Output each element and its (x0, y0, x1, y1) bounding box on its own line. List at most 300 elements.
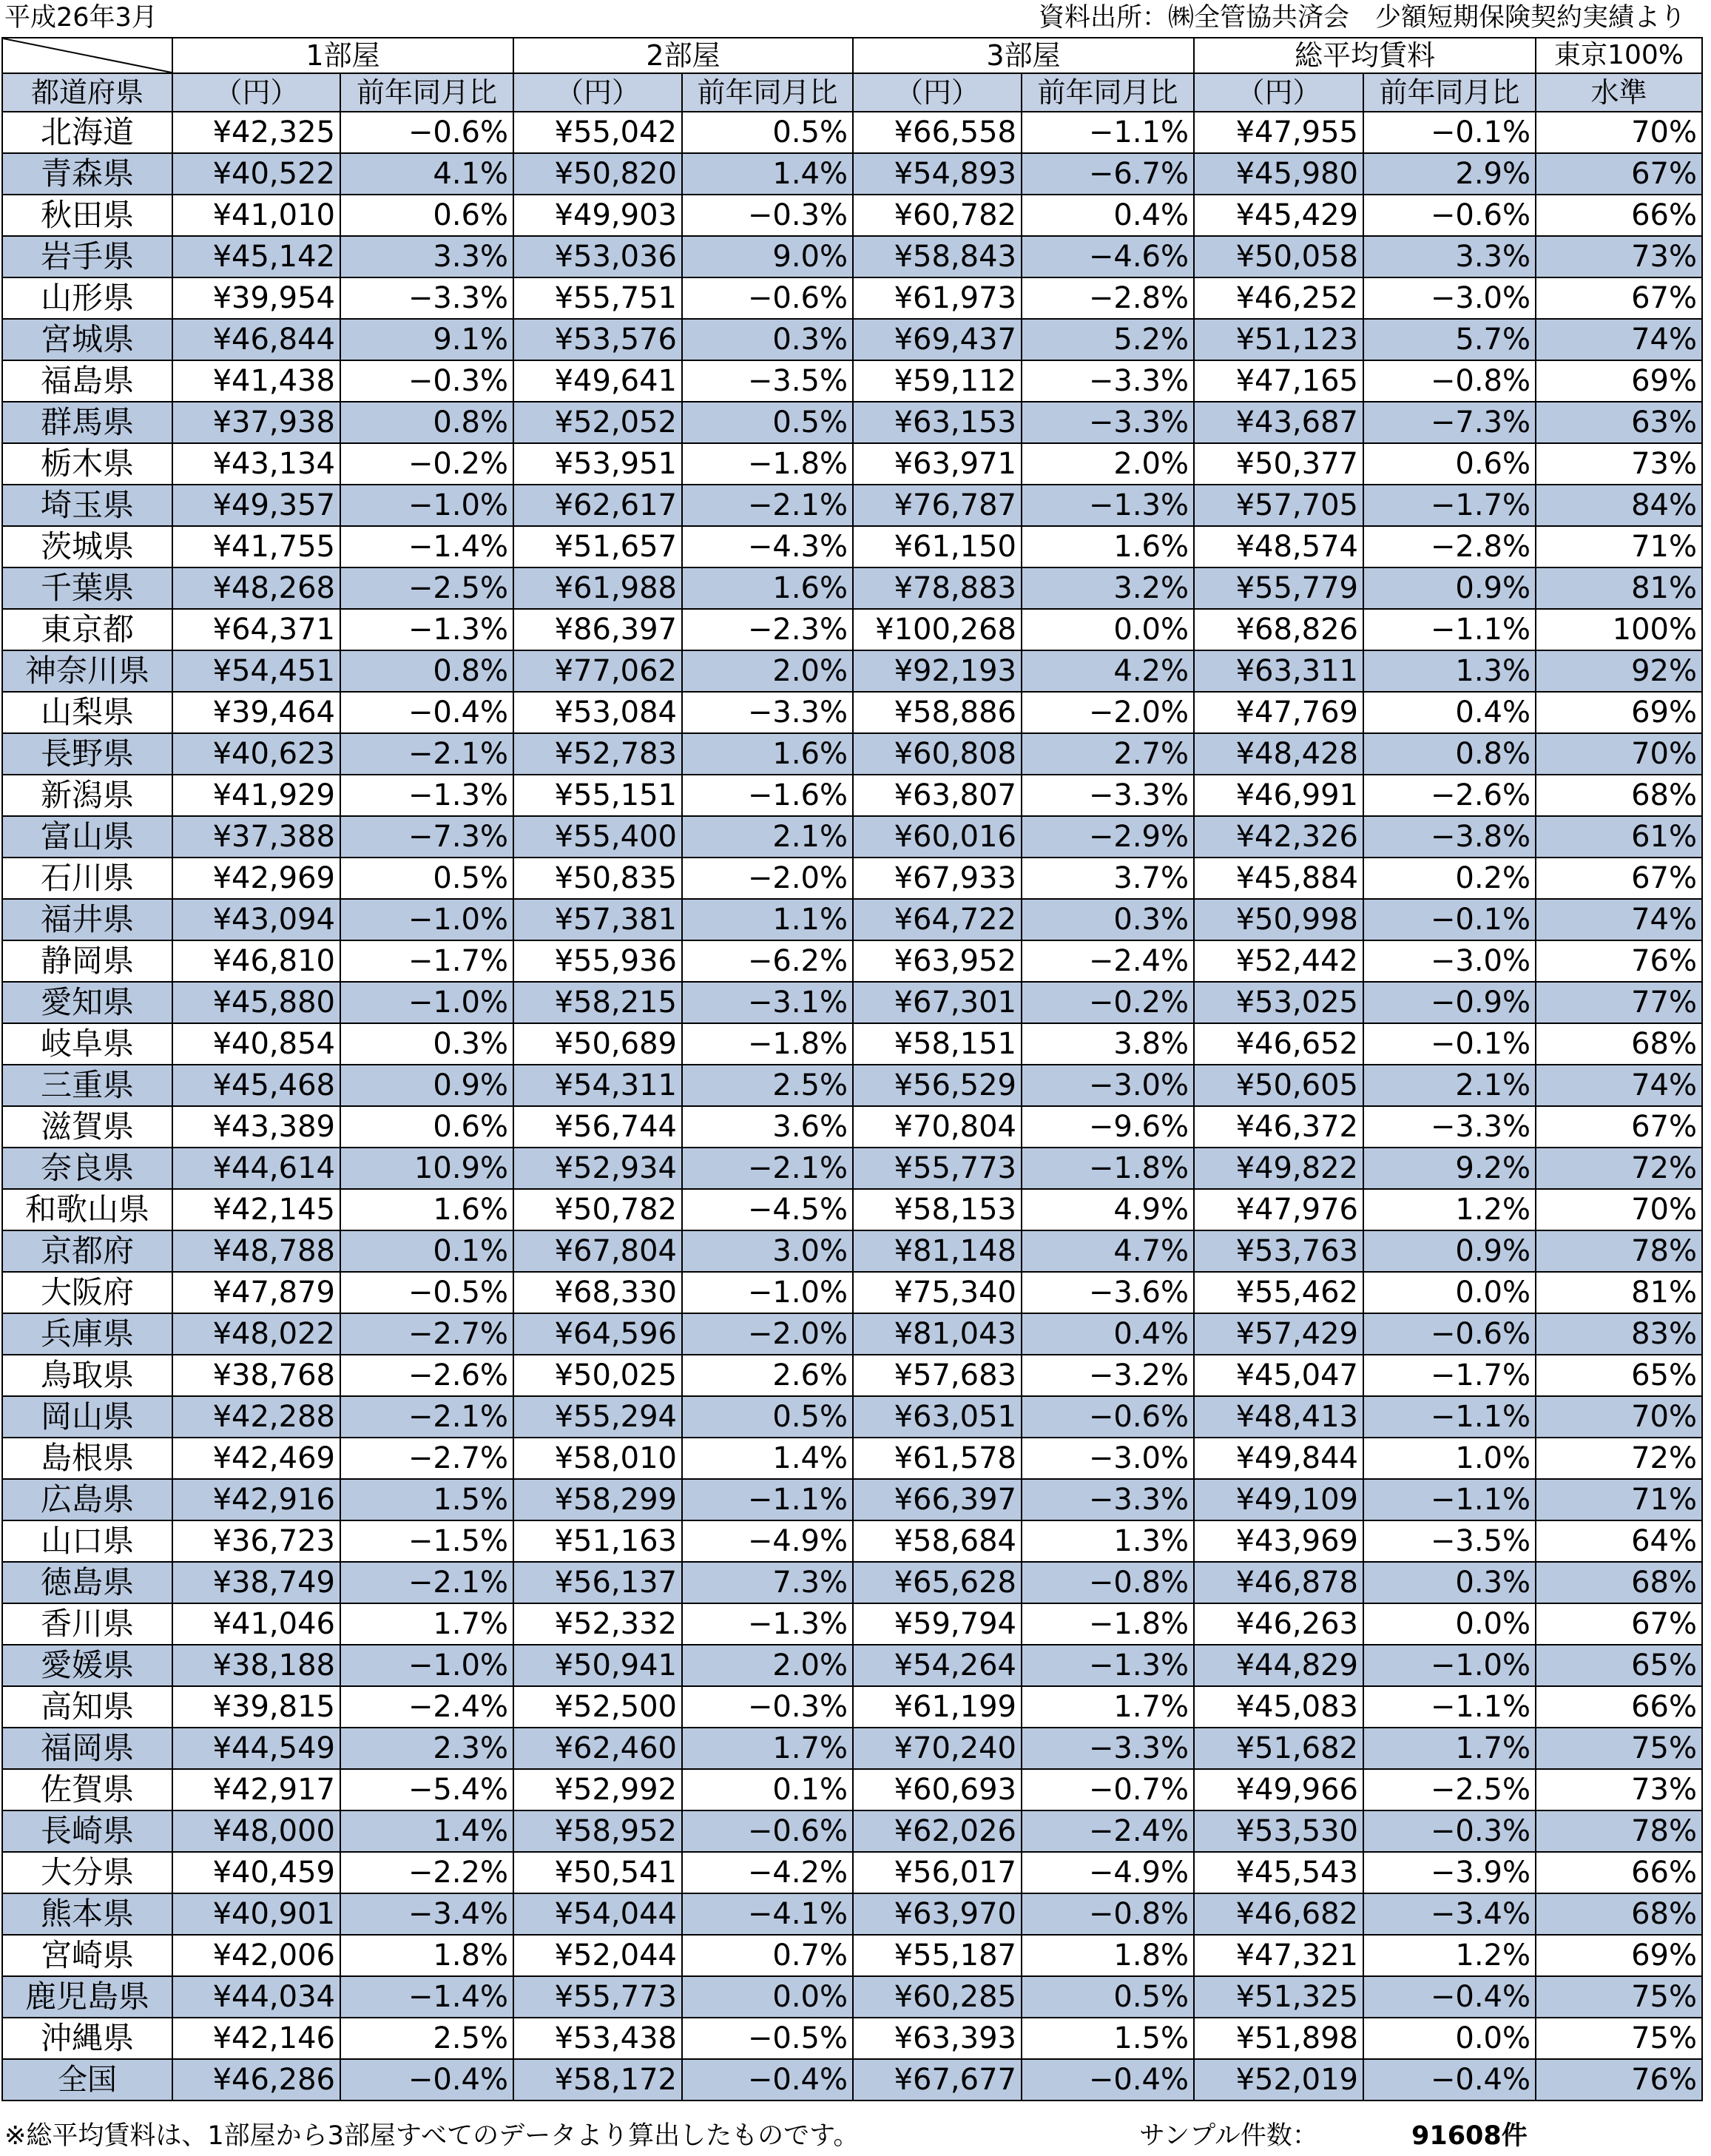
yoy-average-cell: 1.7% (1363, 1728, 1536, 1769)
prefecture-cell: 兵庫県 (2, 1313, 172, 1355)
yoy-2room-cell: −0.6% (682, 1810, 853, 1852)
rent-1room-cell: ¥42,145 (172, 1189, 340, 1230)
yoy-average-cell: 1.0% (1363, 1438, 1536, 1479)
yoy-2room-cell: −1.1% (682, 1479, 853, 1520)
yoy-3room-cell: −3.3% (1022, 775, 1194, 816)
tokyo-level-cell: 74% (1536, 899, 1702, 940)
group-header-3room: 3部屋 (853, 38, 1194, 73)
tokyo-level-cell: 63% (1536, 402, 1702, 443)
rent-3room-cell: ¥81,148 (853, 1230, 1022, 1272)
yoy-average-cell: 0.8% (1363, 733, 1536, 775)
yoy-1room-cell: −2.1% (340, 1562, 513, 1603)
rent-2room-cell: ¥52,500 (513, 1686, 682, 1728)
yoy-2room-cell: −3.1% (682, 982, 853, 1023)
yoy-average-cell: 0.9% (1363, 567, 1536, 609)
table-row (2, 1728, 1702, 1769)
rent-2room-cell: ¥54,044 (513, 1893, 682, 1935)
yoy-3room-cell: 4.9% (1022, 1189, 1194, 1230)
yoy-3room-cell: 0.4% (1022, 195, 1194, 236)
rent-2room-cell: ¥58,299 (513, 1479, 682, 1520)
tokyo-level-cell: 69% (1536, 1935, 1702, 1976)
yoy-2room-cell: −4.1% (682, 1893, 853, 1935)
tokyo-level-cell: 76% (1536, 2059, 1702, 2101)
yoy-2room-cell: −0.3% (682, 195, 853, 236)
prefecture-cell: 島根県 (2, 1438, 172, 1479)
tokyo-level-cell: 61% (1536, 816, 1702, 858)
tokyo-level-cell: 67% (1536, 277, 1702, 319)
yoy-2room-cell: 0.0% (682, 1976, 853, 2018)
yoy-average-cell: −1.1% (1363, 1686, 1536, 1728)
yoy-3room-cell: 2.0% (1022, 443, 1194, 485)
rent-2room-cell: ¥68,330 (513, 1272, 682, 1313)
yoy-2room-cell: −1.0% (682, 1272, 853, 1313)
rent-3room-cell: ¥78,883 (853, 567, 1022, 609)
tokyo-level-cell: 70% (1536, 1396, 1702, 1438)
yoy-1room-cell: 0.5% (340, 858, 513, 899)
yoy-1room-cell: 0.6% (340, 1106, 513, 1148)
tokyo-level-cell: 72% (1536, 1148, 1702, 1189)
corner-cell (2, 38, 172, 73)
rent-3room-cell: ¥63,393 (853, 2018, 1022, 2059)
tokyo-level-cell: 71% (1536, 526, 1702, 567)
prefecture-cell: 茨城県 (2, 526, 172, 567)
column-header-yoy: 前年同月比 (1022, 73, 1194, 112)
yoy-2room-cell: −2.1% (682, 485, 853, 526)
yoy-1room-cell: −1.4% (340, 526, 513, 567)
yoy-1room-cell: −0.3% (340, 360, 513, 402)
rent-1room-cell: ¥42,917 (172, 1769, 340, 1810)
data-source: 資料出所：㈱全管協共済会 少額短期保険契約実績より (1038, 3, 1686, 33)
yoy-average-cell: −0.3% (1363, 1810, 1536, 1852)
rent-2room-cell: ¥55,773 (513, 1976, 682, 2018)
tokyo-level-cell: 100% (1536, 609, 1702, 650)
prefecture-cell: 鹿児島県 (2, 1976, 172, 2018)
prefecture-cell: 山口県 (2, 1520, 172, 1562)
rent-1room-cell: ¥42,969 (172, 858, 340, 899)
yoy-1room-cell: 0.1% (340, 1230, 513, 1272)
rent-1room-cell: ¥37,938 (172, 402, 340, 443)
rent-average-cell: ¥45,884 (1194, 858, 1363, 899)
yoy-3room-cell: 0.4% (1022, 1313, 1194, 1355)
table-row (2, 1769, 1702, 1810)
yoy-1room-cell: −2.7% (340, 1313, 513, 1355)
yoy-2room-cell: 1.6% (682, 567, 853, 609)
tokyo-level-cell: 66% (1536, 195, 1702, 236)
rent-average-cell: ¥53,025 (1194, 982, 1363, 1023)
yoy-3room-cell: −0.6% (1022, 1396, 1194, 1438)
yoy-2room-cell: 0.1% (682, 1769, 853, 1810)
yoy-2room-cell: −1.8% (682, 1023, 853, 1065)
yoy-2room-cell: −0.5% (682, 2018, 853, 2059)
rent-2room-cell: ¥55,151 (513, 775, 682, 816)
rent-1room-cell: ¥41,010 (172, 195, 340, 236)
rent-average-cell: ¥46,682 (1194, 1893, 1363, 1935)
rent-3room-cell: ¥61,973 (853, 277, 1022, 319)
rent-2room-cell: ¥53,951 (513, 443, 682, 485)
rent-1room-cell: ¥44,549 (172, 1728, 340, 1769)
yoy-2room-cell: −1.3% (682, 1603, 853, 1645)
table-row (2, 940, 1702, 982)
yoy-2room-cell: 0.5% (682, 402, 853, 443)
rent-1room-cell: ¥48,268 (172, 567, 340, 609)
group-header-1room: 1部屋 (172, 38, 513, 73)
rent-3room-cell: ¥63,153 (853, 402, 1022, 443)
rent-3room-cell: ¥55,773 (853, 1148, 1022, 1189)
rent-1room-cell: ¥40,522 (172, 153, 340, 195)
yoy-2room-cell: −0.6% (682, 277, 853, 319)
rent-2room-cell: ¥52,783 (513, 733, 682, 775)
table-row (2, 692, 1702, 733)
rent-average-cell: ¥50,058 (1194, 236, 1363, 277)
yoy-1room-cell: 2.3% (340, 1728, 513, 1769)
yoy-2room-cell: −4.2% (682, 1852, 853, 1893)
footnote: ※総平均賃料は、1部屋から3部屋すべてのデータより算出したものです。 (4, 2121, 860, 2151)
rent-1room-cell: ¥36,723 (172, 1520, 340, 1562)
rent-average-cell: ¥63,311 (1194, 650, 1363, 692)
table-row (2, 1976, 1702, 2018)
yoy-1room-cell: −2.4% (340, 1686, 513, 1728)
prefecture-cell: 岐阜県 (2, 1023, 172, 1065)
rent-average-cell: ¥46,372 (1194, 1106, 1363, 1148)
rent-3room-cell: ¥59,112 (853, 360, 1022, 402)
rent-2room-cell: ¥51,163 (513, 1520, 682, 1562)
yoy-1room-cell: 4.1% (340, 153, 513, 195)
rent-2room-cell: ¥55,294 (513, 1396, 682, 1438)
yoy-2room-cell: −0.4% (682, 2059, 853, 2101)
rent-average-cell: ¥44,829 (1194, 1645, 1363, 1686)
prefecture-cell: 長野県 (2, 733, 172, 775)
prefecture-cell: 福島県 (2, 360, 172, 402)
tokyo-level-cell: 70% (1536, 733, 1702, 775)
tokyo-level-cell: 77% (1536, 982, 1702, 1023)
yoy-3room-cell: −0.2% (1022, 982, 1194, 1023)
rent-2room-cell: ¥52,934 (513, 1148, 682, 1189)
rent-1room-cell: ¥43,134 (172, 443, 340, 485)
rent-2room-cell: ¥51,657 (513, 526, 682, 567)
yoy-3room-cell: 5.2% (1022, 319, 1194, 360)
yoy-2room-cell: 1.6% (682, 733, 853, 775)
yoy-average-cell: −0.1% (1363, 899, 1536, 940)
rent-3room-cell: ¥63,807 (853, 775, 1022, 816)
rent-1room-cell: ¥48,022 (172, 1313, 340, 1355)
prefecture-cell: 三重県 (2, 1065, 172, 1106)
table-row (2, 1065, 1702, 1106)
tokyo-level-cell: 74% (1536, 1065, 1702, 1106)
yoy-1room-cell: −0.5% (340, 1272, 513, 1313)
rent-2room-cell: ¥53,036 (513, 236, 682, 277)
rent-3room-cell: ¥58,843 (853, 236, 1022, 277)
yoy-1room-cell: 3.3% (340, 236, 513, 277)
rent-3room-cell: ¥63,970 (853, 1893, 1022, 1935)
prefecture-cell: 北海道 (2, 112, 172, 153)
tokyo-level-cell: 73% (1536, 236, 1702, 277)
yoy-2room-cell: −2.0% (682, 1313, 853, 1355)
rent-2room-cell: ¥61,988 (513, 567, 682, 609)
prefecture-cell: 香川県 (2, 1603, 172, 1645)
tokyo-level-cell: 66% (1536, 1686, 1702, 1728)
table-row (2, 1645, 1702, 1686)
tokyo-level-cell: 78% (1536, 1230, 1702, 1272)
rent-average-cell: ¥55,779 (1194, 567, 1363, 609)
yoy-average-cell: 0.2% (1363, 858, 1536, 899)
rent-average-cell: ¥47,321 (1194, 1935, 1363, 1976)
prefecture-cell: 福岡県 (2, 1728, 172, 1769)
rent-2room-cell: ¥52,052 (513, 402, 682, 443)
rent-2room-cell: ¥58,215 (513, 982, 682, 1023)
prefecture-cell: 埼玉県 (2, 485, 172, 526)
rent-1room-cell: ¥44,034 (172, 1976, 340, 2018)
rent-average-cell: ¥57,705 (1194, 485, 1363, 526)
yoy-1room-cell: −5.4% (340, 1769, 513, 1810)
yoy-1room-cell: −0.4% (340, 2059, 513, 2101)
yoy-3room-cell: 1.5% (1022, 2018, 1194, 2059)
rent-average-cell: ¥50,998 (1194, 899, 1363, 940)
rent-1room-cell: ¥48,788 (172, 1230, 340, 1272)
rent-average-cell: ¥48,413 (1194, 1396, 1363, 1438)
yoy-average-cell: 1.2% (1363, 1189, 1536, 1230)
yoy-3room-cell: −2.4% (1022, 940, 1194, 982)
prefecture-cell: 群馬県 (2, 402, 172, 443)
rent-1room-cell: ¥41,438 (172, 360, 340, 402)
tokyo-level-cell: 83% (1536, 1313, 1702, 1355)
yoy-1room-cell: −7.3% (340, 816, 513, 858)
table-row (2, 1230, 1702, 1272)
tokyo-level-cell: 81% (1536, 1272, 1702, 1313)
rent-1room-cell: ¥42,916 (172, 1479, 340, 1520)
yoy-2room-cell: 0.5% (682, 1396, 853, 1438)
table-row (2, 526, 1702, 567)
rent-average-cell: ¥45,429 (1194, 195, 1363, 236)
rent-2room-cell: ¥64,596 (513, 1313, 682, 1355)
rent-1room-cell: ¥41,755 (172, 526, 340, 567)
tokyo-level-cell: 66% (1536, 1852, 1702, 1893)
yoy-average-cell: −2.8% (1363, 526, 1536, 567)
rent-1room-cell: ¥46,844 (172, 319, 340, 360)
rent-average-cell: ¥45,543 (1194, 1852, 1363, 1893)
rent-average-cell: ¥46,252 (1194, 277, 1363, 319)
yoy-average-cell: 0.0% (1363, 1272, 1536, 1313)
table-row (2, 277, 1702, 319)
yoy-average-cell: 0.6% (1363, 443, 1536, 485)
column-header-yoy: 前年同月比 (1363, 73, 1536, 112)
yoy-1room-cell: −1.0% (340, 899, 513, 940)
tokyo-level-cell: 70% (1536, 112, 1702, 153)
yoy-2room-cell: 2.1% (682, 816, 853, 858)
table-row (2, 1935, 1702, 1976)
rent-2room-cell: ¥62,617 (513, 485, 682, 526)
rent-3room-cell: ¥62,026 (853, 1810, 1022, 1852)
yoy-average-cell: 0.4% (1363, 692, 1536, 733)
prefecture-cell: 新潟県 (2, 775, 172, 816)
yoy-average-cell: −1.1% (1363, 609, 1536, 650)
table-row (2, 1023, 1702, 1065)
rent-average-cell: ¥48,574 (1194, 526, 1363, 567)
prefecture-cell: 長崎県 (2, 1810, 172, 1852)
rent-average-cell: ¥49,966 (1194, 1769, 1363, 1810)
yoy-average-cell: −3.5% (1363, 1520, 1536, 1562)
yoy-average-cell: −7.3% (1363, 402, 1536, 443)
rent-1room-cell: ¥47,879 (172, 1272, 340, 1313)
group-header-tokyo: 東京100% (1536, 38, 1702, 73)
column-header-yen: （円） (1194, 73, 1363, 112)
rent-2room-cell: ¥53,576 (513, 319, 682, 360)
prefecture-cell: 岩手県 (2, 236, 172, 277)
rent-1room-cell: ¥39,464 (172, 692, 340, 733)
yoy-3room-cell: −0.4% (1022, 2059, 1194, 2101)
rent-3room-cell: ¥58,684 (853, 1520, 1022, 1562)
rent-3room-cell: ¥100,268 (853, 609, 1022, 650)
table-row (2, 650, 1702, 692)
yoy-average-cell: −2.5% (1363, 1769, 1536, 1810)
rent-average-cell: ¥46,652 (1194, 1023, 1363, 1065)
rent-2room-cell: ¥77,062 (513, 650, 682, 692)
rent-2room-cell: ¥50,941 (513, 1645, 682, 1686)
yoy-2room-cell: 7.3% (682, 1562, 853, 1603)
rent-average-cell: ¥53,530 (1194, 1810, 1363, 1852)
yoy-3room-cell: −1.3% (1022, 485, 1194, 526)
yoy-2room-cell: −0.3% (682, 1686, 853, 1728)
table-row (2, 1603, 1702, 1645)
yoy-1room-cell: −1.7% (340, 940, 513, 982)
rent-average-cell: ¥51,325 (1194, 1976, 1363, 2018)
table-row (2, 2018, 1702, 2059)
prefecture-cell: 石川県 (2, 858, 172, 899)
table-row (2, 236, 1702, 277)
rent-1room-cell: ¥41,929 (172, 775, 340, 816)
yoy-3room-cell: 0.5% (1022, 1976, 1194, 2018)
tokyo-level-cell: 92% (1536, 650, 1702, 692)
yoy-average-cell: 9.2% (1363, 1148, 1536, 1189)
yoy-3room-cell: 3.8% (1022, 1023, 1194, 1065)
tokyo-level-cell: 70% (1536, 1189, 1702, 1230)
rent-2room-cell: ¥53,084 (513, 692, 682, 733)
yoy-3room-cell: −3.3% (1022, 1728, 1194, 1769)
yoy-average-cell: −3.3% (1363, 1106, 1536, 1148)
tokyo-level-cell: 67% (1536, 1603, 1702, 1645)
yoy-average-cell: −0.1% (1363, 112, 1536, 153)
prefecture-cell: 滋賀県 (2, 1106, 172, 1148)
prefecture-cell: 秋田県 (2, 195, 172, 236)
yoy-2room-cell: 1.4% (682, 153, 853, 195)
rent-3room-cell: ¥61,199 (853, 1686, 1022, 1728)
tokyo-level-cell: 68% (1536, 1562, 1702, 1603)
yoy-3room-cell: −1.8% (1022, 1603, 1194, 1645)
table-row (2, 1520, 1702, 1562)
yoy-2room-cell: 3.0% (682, 1230, 853, 1272)
table-row (2, 112, 1702, 153)
table-row (2, 775, 1702, 816)
rent-3room-cell: ¥69,437 (853, 319, 1022, 360)
rent-average-cell: ¥47,769 (1194, 692, 1363, 733)
yoy-average-cell: −1.1% (1363, 1396, 1536, 1438)
table-row (2, 402, 1702, 443)
yoy-3room-cell: −4.6% (1022, 236, 1194, 277)
rent-table-body (2, 112, 1702, 2101)
rent-average-cell: ¥49,822 (1194, 1148, 1363, 1189)
yoy-3room-cell: −6.7% (1022, 153, 1194, 195)
yoy-2room-cell: −6.2% (682, 940, 853, 982)
yoy-average-cell: 5.7% (1363, 319, 1536, 360)
rent-1room-cell: ¥46,286 (172, 2059, 340, 2101)
table-row (2, 1562, 1702, 1603)
yoy-2room-cell: 2.5% (682, 1065, 853, 1106)
yoy-3room-cell: 1.8% (1022, 1935, 1194, 1976)
rent-1room-cell: ¥48,000 (172, 1810, 340, 1852)
rent-3room-cell: ¥67,677 (853, 2059, 1022, 2101)
group-header-2room: 2部屋 (513, 38, 853, 73)
rent-average-cell: ¥51,123 (1194, 319, 1363, 360)
rent-average-cell: ¥49,844 (1194, 1438, 1363, 1479)
rent-average-cell: ¥42,326 (1194, 816, 1363, 858)
yoy-1room-cell: −3.4% (340, 1893, 513, 1935)
diagonal-line (3, 38, 172, 73)
table-row (2, 360, 1702, 402)
prefecture-cell: 福井県 (2, 899, 172, 940)
yoy-1room-cell: −0.2% (340, 443, 513, 485)
rent-1room-cell: ¥49,357 (172, 485, 340, 526)
rent-average-cell: ¥53,763 (1194, 1230, 1363, 1272)
rent-3room-cell: ¥63,971 (853, 443, 1022, 485)
tokyo-level-cell: 84% (1536, 485, 1702, 526)
table-row (2, 1852, 1702, 1893)
rent-1room-cell: ¥42,469 (172, 1438, 340, 1479)
yoy-3room-cell: −0.8% (1022, 1893, 1194, 1935)
yoy-average-cell: 0.0% (1363, 1603, 1536, 1645)
rent-3room-cell: ¥67,301 (853, 982, 1022, 1023)
yoy-3room-cell: 1.6% (1022, 526, 1194, 567)
rent-2room-cell: ¥55,936 (513, 940, 682, 982)
rent-average-cell: ¥50,605 (1194, 1065, 1363, 1106)
table-row (2, 443, 1702, 485)
rent-3room-cell: ¥81,043 (853, 1313, 1022, 1355)
yoy-average-cell: 3.3% (1363, 236, 1536, 277)
rent-1room-cell: ¥42,288 (172, 1396, 340, 1438)
yoy-1room-cell: −1.0% (340, 485, 513, 526)
prefecture-cell: 宮城県 (2, 319, 172, 360)
yoy-average-cell: −0.6% (1363, 1313, 1536, 1355)
rent-average-cell: ¥45,047 (1194, 1355, 1363, 1396)
yoy-average-cell: 0.3% (1363, 1562, 1536, 1603)
rent-3room-cell: ¥65,628 (853, 1562, 1022, 1603)
rent-average-cell: ¥47,955 (1194, 112, 1363, 153)
header-sub-row (2, 73, 1702, 112)
rent-average-cell: ¥55,462 (1194, 1272, 1363, 1313)
yoy-1room-cell: −1.0% (340, 982, 513, 1023)
rent-3room-cell: ¥56,529 (853, 1065, 1022, 1106)
table-row (2, 609, 1702, 650)
yoy-2room-cell: 9.0% (682, 236, 853, 277)
tokyo-level-cell: 72% (1536, 1438, 1702, 1479)
prefecture-cell: 岡山県 (2, 1396, 172, 1438)
table-row (2, 1106, 1702, 1148)
yoy-2room-cell: −2.0% (682, 858, 853, 899)
yoy-3room-cell: 4.7% (1022, 1230, 1194, 1272)
rent-average-cell: ¥48,428 (1194, 733, 1363, 775)
rent-2room-cell: ¥50,782 (513, 1189, 682, 1230)
rent-2room-cell: ¥50,820 (513, 153, 682, 195)
page-footer (0, 2119, 1711, 2155)
yoy-1room-cell: −1.3% (340, 775, 513, 816)
rent-average-cell: ¥43,687 (1194, 402, 1363, 443)
column-header-yen: （円） (853, 73, 1022, 112)
yoy-1room-cell: −0.4% (340, 692, 513, 733)
column-header-yoy: 前年同月比 (682, 73, 853, 112)
header-group-row (2, 38, 1702, 73)
rent-average-cell: ¥57,429 (1194, 1313, 1363, 1355)
rent-2room-cell: ¥52,992 (513, 1769, 682, 1810)
rent-3room-cell: ¥59,794 (853, 1603, 1022, 1645)
tokyo-level-cell: 73% (1536, 1769, 1702, 1810)
